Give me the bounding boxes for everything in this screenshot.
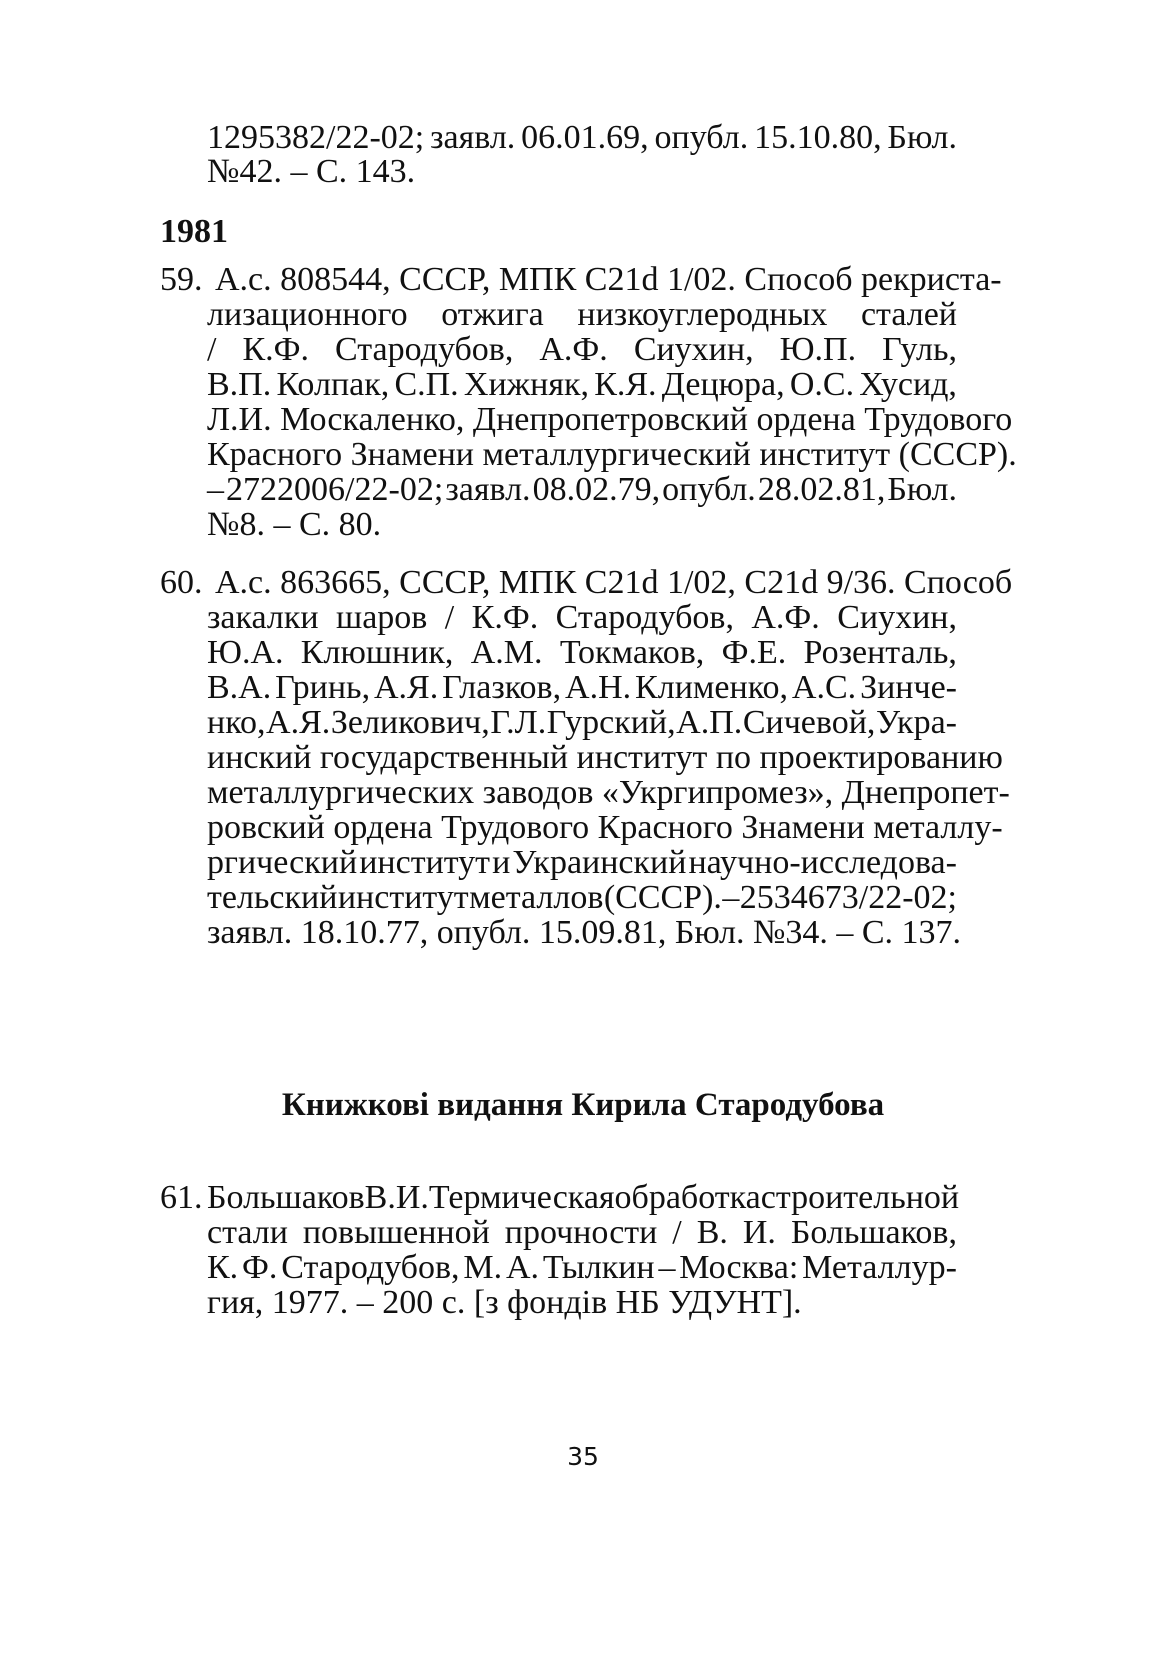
entry-line	[207, 470, 957, 510]
word: К.Ф.	[242, 331, 310, 368]
word: А.Ф.	[751, 599, 820, 636]
word: А.Я.	[266, 704, 331, 741]
word: –	[207, 471, 224, 508]
entry-line	[207, 330, 957, 370]
word: В.	[364, 1179, 396, 1216]
word: Глазков,	[442, 669, 562, 706]
entry-line: №8. – С. 80.	[207, 506, 382, 543]
word: закалки	[207, 599, 319, 636]
word: Децюра,	[661, 366, 785, 403]
word: И.	[742, 1214, 776, 1251]
word: низкоуглеродных	[577, 296, 828, 333]
word: И.	[395, 1179, 429, 1216]
word: тельский	[207, 879, 338, 916]
entry-line	[207, 703, 957, 743]
word: К.Ф.	[471, 599, 539, 636]
word: 08.02.79,	[532, 471, 661, 508]
word: А.Н.	[565, 669, 632, 706]
entry-line: металлургических заводов «Укргипромез», Днепропет-	[207, 774, 1010, 811]
word: прочности	[504, 1214, 658, 1251]
word: Колпак,	[276, 366, 390, 403]
word: 06.01.69,	[521, 119, 649, 156]
word: Стародубов,	[281, 1249, 460, 1286]
word: Клюшник,	[300, 634, 454, 671]
word: Укра-	[875, 704, 957, 741]
word: Стародубов,	[335, 331, 514, 368]
word: Бюл.	[887, 119, 957, 156]
word: Г.Л.	[490, 704, 547, 741]
word: А.Ф.	[539, 331, 608, 368]
word: Москва:	[679, 1249, 799, 1286]
word: институт	[337, 879, 469, 916]
word: институт	[359, 844, 491, 881]
continuation-line-2: №42. – С. 143.	[207, 153, 416, 190]
entry-line	[207, 1248, 957, 1288]
word: Хусид,	[859, 366, 957, 403]
word: Большаков,	[790, 1214, 957, 1251]
entry-line	[207, 1178, 960, 1218]
word: А.М.	[470, 634, 543, 671]
entry-line	[207, 668, 957, 708]
word: опубл.	[662, 471, 756, 508]
word: К.	[207, 1249, 239, 1286]
word: В.А.	[207, 669, 272, 706]
word: опубл.	[654, 119, 749, 156]
word: /	[672, 1214, 682, 1251]
word: обработка	[614, 1179, 761, 1216]
year-heading: 1981	[160, 213, 228, 250]
word: Большаков	[207, 1179, 365, 1216]
word: заявл.	[430, 119, 516, 156]
entry-line	[207, 365, 957, 405]
word: Гуль,	[882, 331, 957, 368]
entry-line	[207, 633, 957, 673]
word: Сиухин,	[633, 331, 754, 368]
word: Тылкин	[542, 1249, 655, 1286]
word: /	[207, 331, 217, 368]
entry-number: 59.	[160, 261, 203, 298]
word: О.С.	[789, 366, 855, 403]
word: В.	[696, 1214, 728, 1251]
word: Розенталь,	[803, 634, 957, 671]
word: 28.02.81,	[757, 471, 886, 508]
word: (СССР).	[603, 879, 722, 916]
word: Зеликович,	[330, 704, 490, 741]
entry-line: заявл. 18.10.77, опубл. 15.09.81, Бюл. №34. – С. 137.	[207, 914, 962, 951]
word: строительной	[760, 1179, 960, 1216]
page-number: 35	[567, 1442, 599, 1471]
entry-line	[207, 295, 957, 335]
word: Гурский,	[546, 704, 676, 741]
word: сталей	[860, 296, 957, 333]
word: 15.10.80,	[754, 119, 882, 156]
word: Хижняк,	[463, 366, 589, 403]
word: и	[492, 844, 511, 881]
word: Металлур-	[802, 1249, 957, 1286]
word: А.Я.	[374, 669, 439, 706]
entry-line: ровский ордена Трудового Красного Знамени металлу-	[207, 809, 1003, 846]
word: М.	[463, 1249, 503, 1286]
entry-line: А.с. 808544, СССР, МПК С21d 1/02. Способ рекриста-	[215, 261, 1002, 298]
word: отжига	[441, 296, 544, 333]
word: С.П.	[394, 366, 459, 403]
entry-line: Красного Знамени металлургический институт (СССР).	[207, 436, 1017, 473]
word: А.П.	[676, 704, 743, 741]
word: Термическая	[428, 1179, 615, 1216]
word: нко,	[207, 704, 266, 741]
entry-number: 61.	[160, 1179, 203, 1216]
word: Украинский	[512, 844, 687, 881]
word: Гринь,	[275, 669, 371, 706]
word: 2534673/22-02;	[739, 879, 957, 916]
word: /	[444, 599, 455, 636]
word: 2722006/22-02;	[226, 471, 444, 508]
entry-line	[207, 843, 957, 883]
word: ргический	[207, 844, 358, 881]
word: Ю.П.	[779, 331, 857, 368]
entry-line: инский государственный институт по проектированию	[207, 739, 1003, 776]
entry-line: А.с. 863665, СССР, МПК С21d 1/02, С21d 9/36. Способ	[215, 564, 1013, 601]
word: металлов	[469, 879, 604, 916]
entry-line	[207, 598, 957, 638]
word: К.Я.	[594, 366, 657, 403]
word: Бюл.	[887, 471, 957, 508]
word: Клименко,	[635, 669, 788, 706]
word: Сиухин,	[837, 599, 957, 636]
word: повышенной	[302, 1214, 490, 1251]
word: –	[722, 879, 740, 916]
word: Зинче-	[860, 669, 957, 706]
word: Стародубов,	[555, 599, 734, 636]
word: стали	[207, 1214, 288, 1251]
word: шаров	[336, 599, 428, 636]
word: Ф.Е.	[721, 634, 787, 671]
word: Ю.А.	[207, 634, 284, 671]
word: 1295382/22-02;	[207, 119, 425, 156]
word: Ф.	[242, 1249, 278, 1286]
word: –	[658, 1249, 676, 1286]
word: Сичевой,	[742, 704, 876, 741]
word: В.П.	[207, 366, 272, 403]
word: Токмаков,	[559, 634, 705, 671]
entry-number: 60.	[160, 564, 203, 601]
word: заявл.	[445, 471, 531, 508]
word: научно-исследова-	[688, 844, 957, 881]
entry-line	[207, 878, 957, 918]
word: А.	[505, 1249, 539, 1286]
entry-line	[207, 1213, 957, 1253]
entry-line: Л.И. Москаленко, Днепропетровский ордена Трудового	[207, 401, 1013, 438]
entry-line: гия, 1977. – 200 с. [з фондів НБ УДУНТ].	[207, 1284, 802, 1321]
section-heading: Книжкові видання Кирила Стародубова	[281, 1087, 885, 1123]
word: А.С.	[791, 669, 857, 706]
word: лизационного	[207, 296, 408, 333]
